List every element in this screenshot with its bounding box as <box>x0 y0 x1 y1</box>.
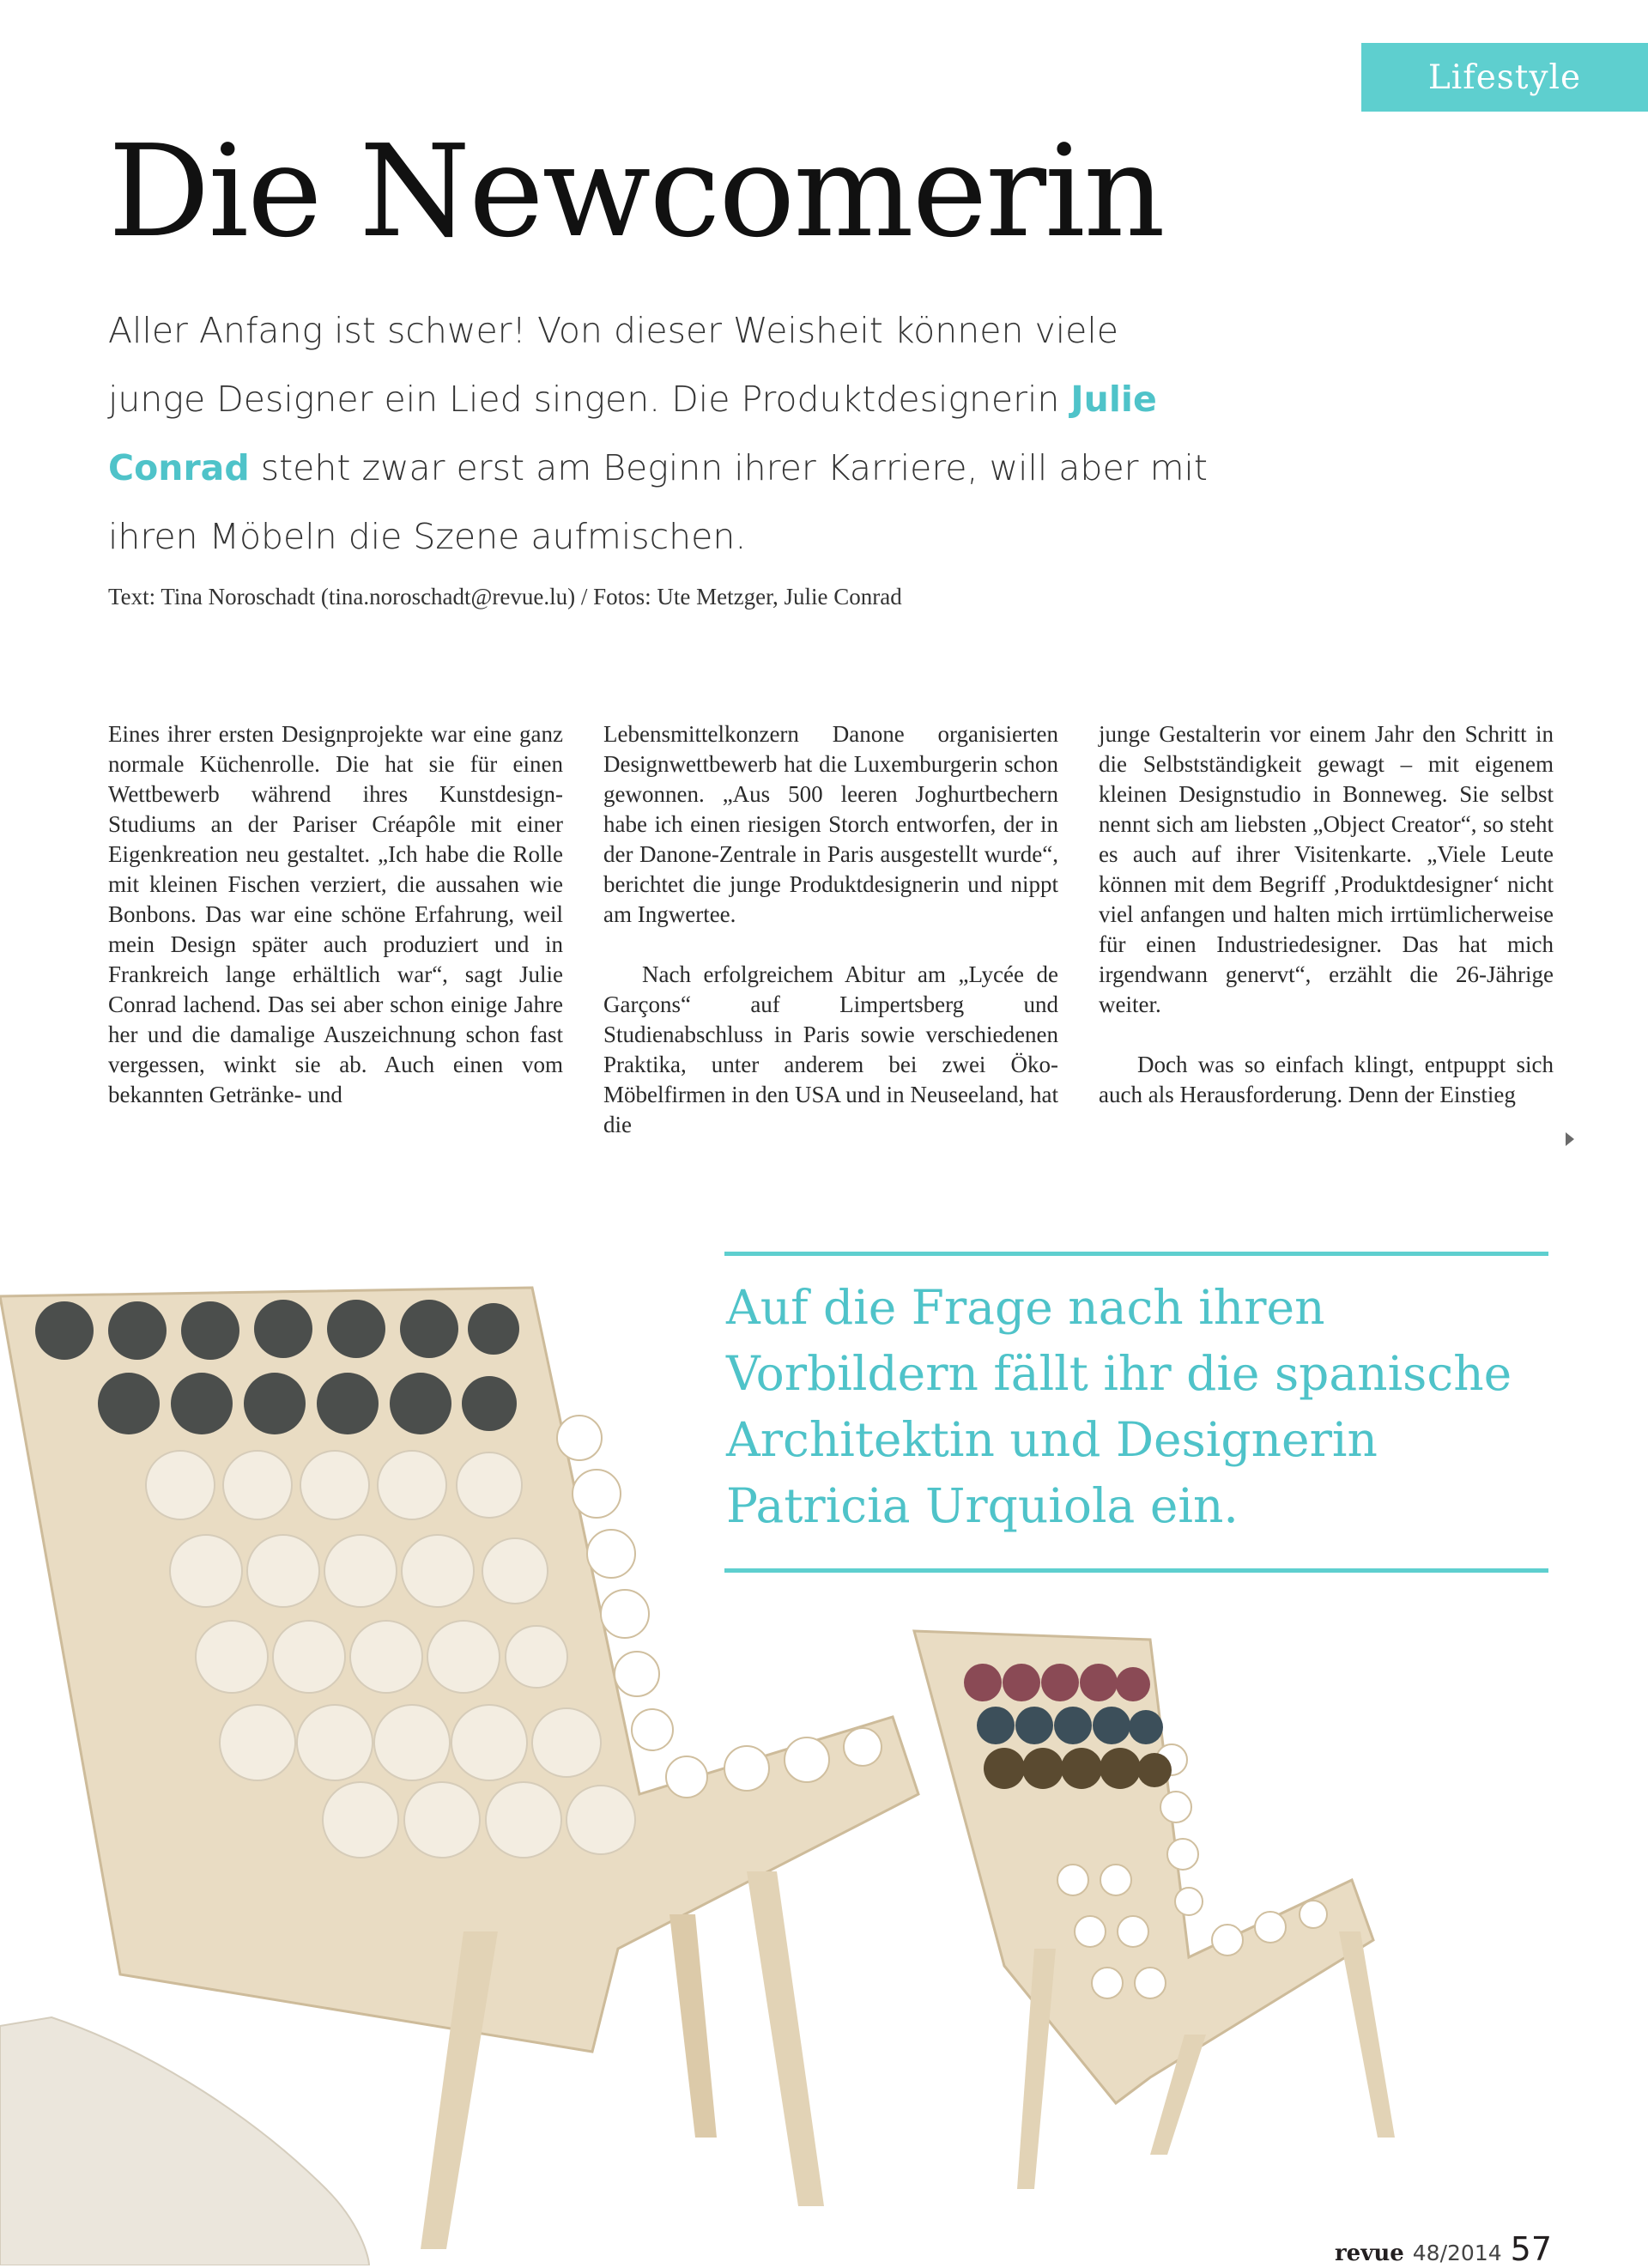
body-columns <box>108 719 1554 1140</box>
body-column-2 <box>603 719 1058 1140</box>
body-column-1 <box>108 719 563 1140</box>
lead-highlight-name: Julie Conrad <box>108 379 1157 488</box>
paragraph: Lebensmittelkonzern Danone organisierten Designwettbewerb hat die Luxemburgerin schon gewonnen. „Aus 500 leeren Joghurtbechern habe ich einen riesigen Storch entworfen, der in der Danone-Zentrale in Paris ausgestellt wurde“, berichtet die junge Produktdesignerin und nippt am Ingwertee. <box>603 721 1058 927</box>
section-tag: Lifestyle <box>1361 43 1648 112</box>
pull-quote-line: Auf die Frage nach ihren <box>726 1280 1325 1335</box>
page-footer <box>1335 2230 1552 2268</box>
paragraph: Doch was so einfach klingt, entpuppt sich auch als Herausforderung. Denn der Einstieg <box>1099 1052 1554 1107</box>
lead-text-1: Aller Anfang ist schwer! Von dieser Weisheit können viele junge Designer ein Lied singen. Die Produktdesignerin <box>108 310 1118 420</box>
lead-paragraph <box>108 296 1224 571</box>
pull-quote-line: Architektin und Designerin <box>726 1412 1378 1467</box>
page-number: 57 <box>1510 2230 1552 2268</box>
credits-line: Text: Tina Noroschadt (tina.noroschadt@revue.lu) / Fotos: Ute Metzger, Julie Conrad <box>108 584 902 609</box>
magazine-brand: revue <box>1334 2241 1404 2266</box>
paragraph: junge Gestalterin vor einem Jahr den Schritt in die Selbstständigkeit gewagt – mit eigenem kleinen Designstudio in Bonneweg. Sie selbst nennt sich am liebsten „Object Creator“, so steht es auch auf ihrer Visitenkarte. „Viele Leute können mit dem Begriff ‚Produktdesigner‘ nicht viel anfangen und halten mich irrtümlicherweise für einen Industriedesigner. Das hat mich irgendwann genervt“, erzählt die 26-Jährige weiter. <box>1099 721 1554 1017</box>
article-title: Die Newcomerin <box>108 118 1164 265</box>
small-chair <box>914 1631 1395 2189</box>
pull-quote-line: Vorbildern fällt ihr die spanische <box>726 1346 1512 1401</box>
lead-text-2: steht zwar erst am Beginn ihrer Karriere, will aber mit ihren Möbeln die Szene aufmischen. <box>108 447 1208 557</box>
paragraph: Eines ihrer ersten Designprojekte war eine ganz normale Küchenrolle. Die hat sie für einen Wettbewerb während ihres Kunstdesign-Studiums an der Pariser Créapôle mit einer Eigenkreation neu gestaltet. „Ich habe die Rolle mit kleinen Fischen verziert, die aussahen wie Bonbons. Das war eine schöne Erfahrung, weil mein Design später auch produziert und in Frankreich lange erhältlich war“, sagt Julie Conrad lachend. Das sei aber schon einige Jahre her und die damalige Auszeichnung schon fast vergessen, winkt sie ab. Auch einen vom bekannten Getränke- und <box>108 721 563 1107</box>
issue-number: 48/2014 <box>1412 2241 1502 2265</box>
continue-arrow-icon <box>1566 1132 1574 1146</box>
pull-quote-line: Patricia Urquiola ein. <box>726 1478 1239 1533</box>
body-column-3 <box>1099 719 1554 1140</box>
pull-quote <box>724 1252 1548 1573</box>
paragraph: Nach erfolgreichem Abitur am „Lycée de Garçons“ auf Limpertsberg und Studienabschluss in Paris sowie verschiedenen Praktika, unter anderem bei zwei Öko-Möbelfirmen in den USA und in Neuseeland, hat die <box>603 961 1058 1137</box>
